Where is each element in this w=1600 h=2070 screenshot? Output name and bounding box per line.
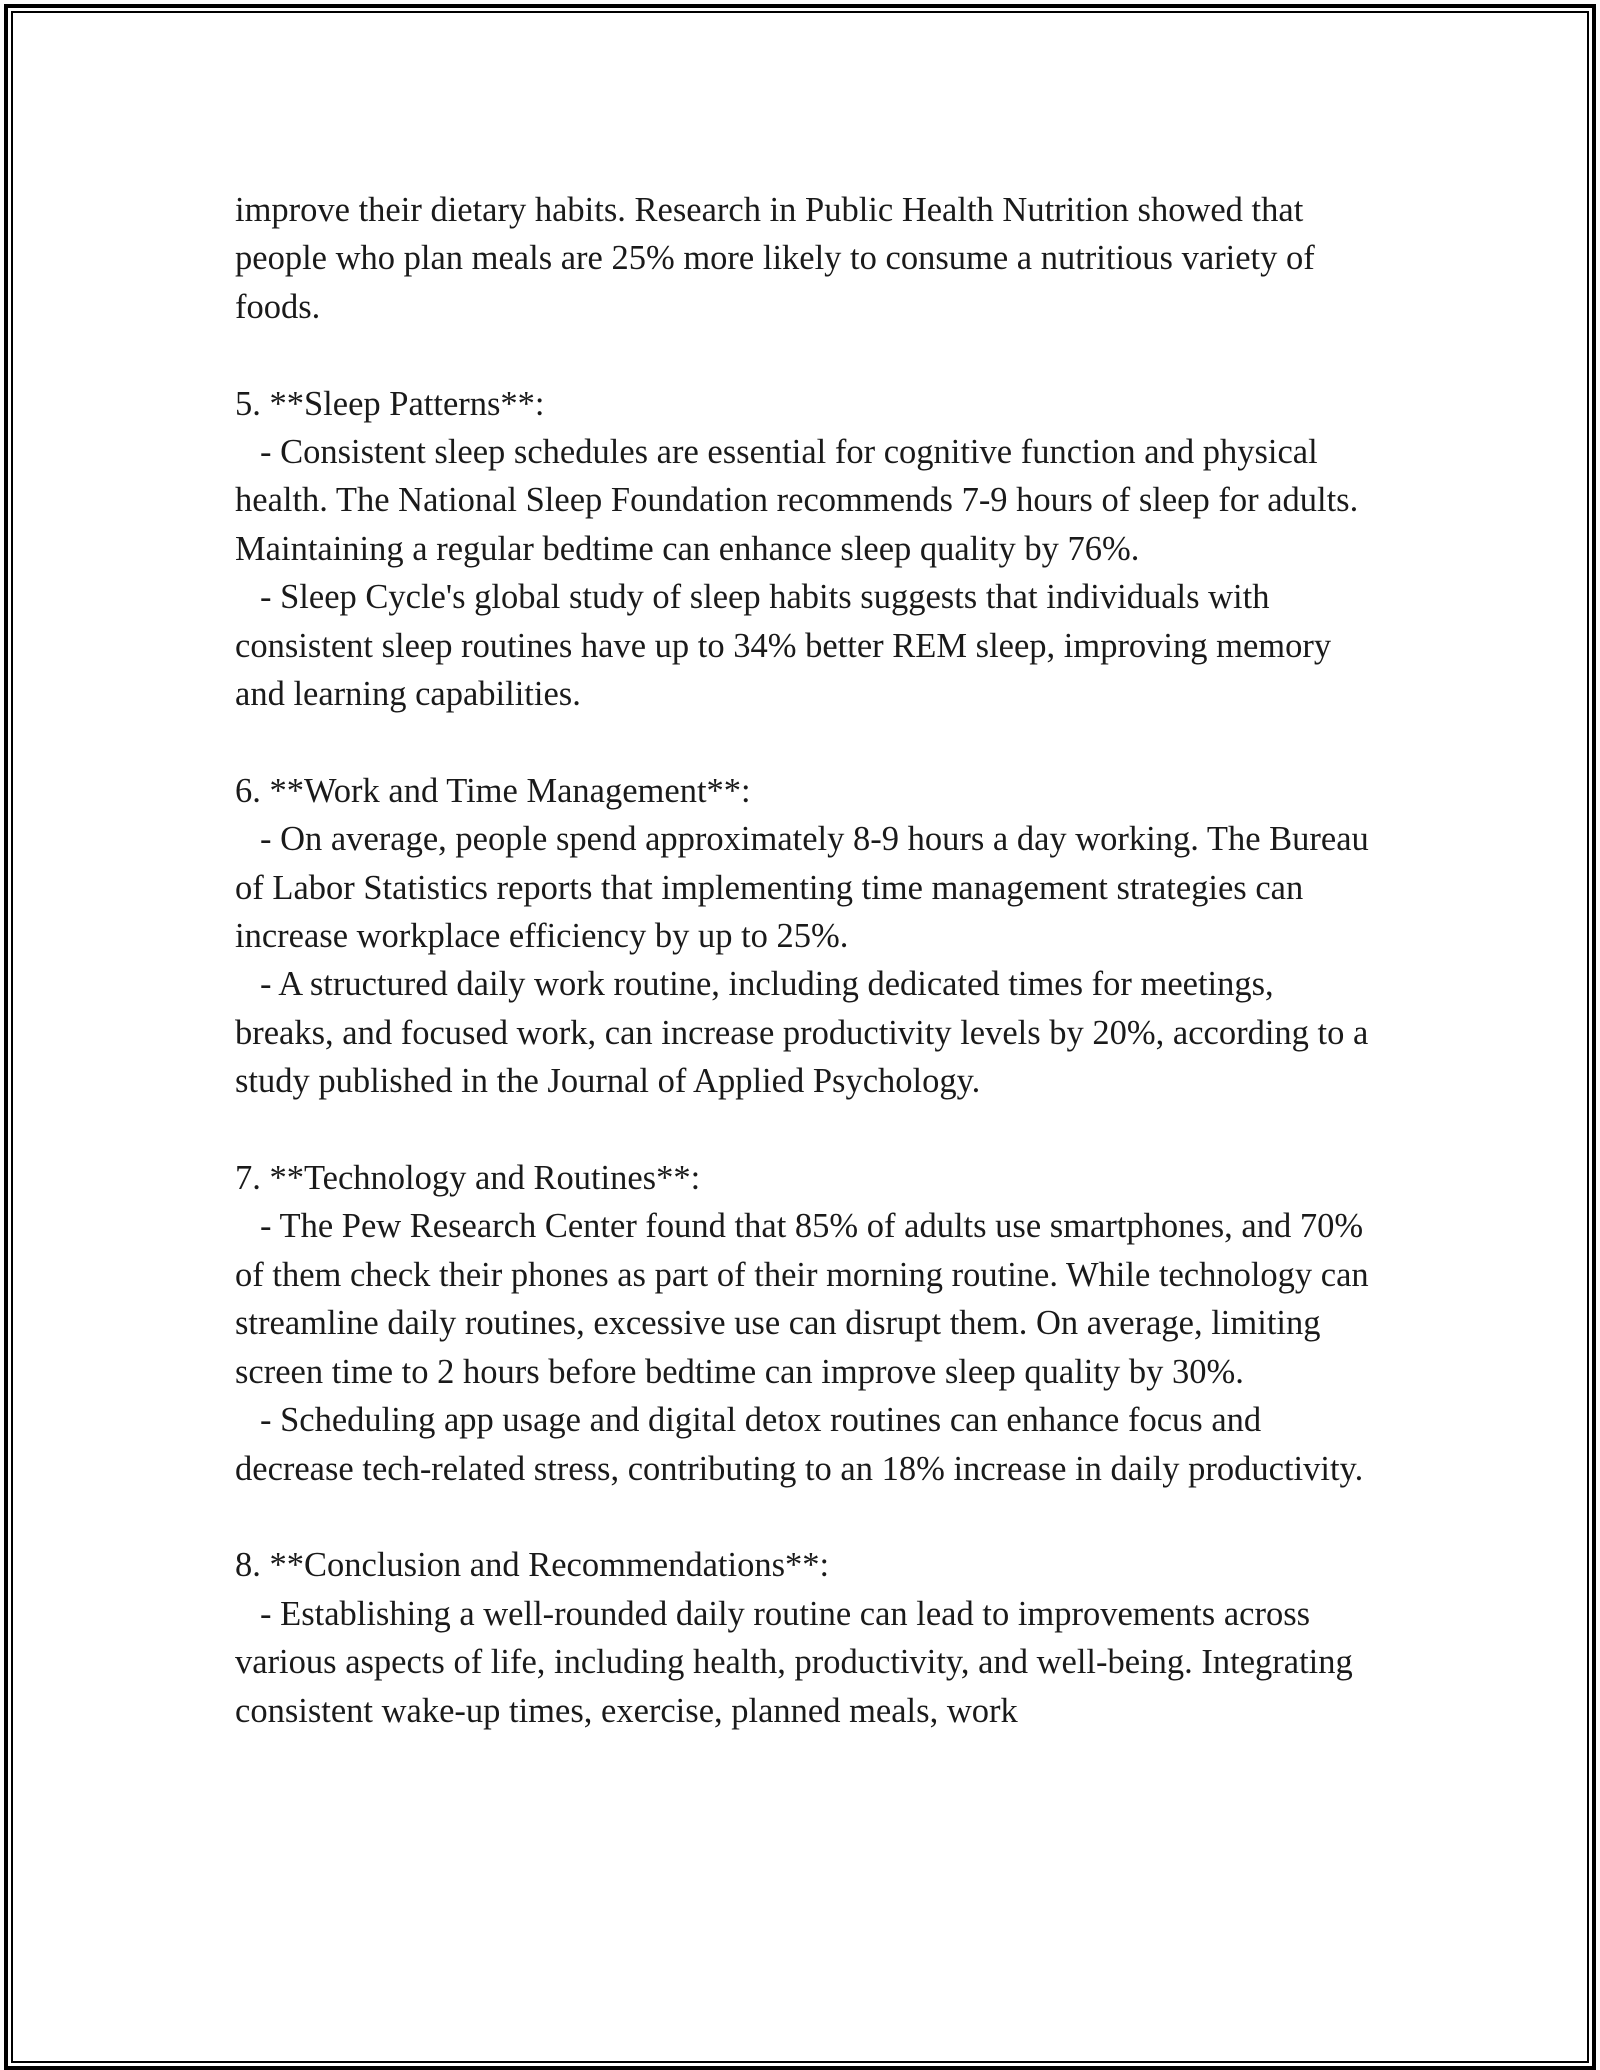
document-body	[235, 186, 1375, 1735]
bullet-item: - Establishing a well-rounded daily routine can lead to improvements across various aspects of life, including health, productivity, and well-being. Integrating consistent wake-up times, exercise, planned meals, work	[235, 1594, 1353, 1730]
section-heading: 8. **Conclusion and Recommendations**:	[235, 1546, 830, 1585]
section-heading: 6. **Work and Time Management**:	[235, 771, 751, 810]
section-technology-routines	[235, 1154, 1375, 1493]
bullet-item: - Sleep Cycle's global study of sleep habits suggests that individuals with consistent sleep routines have up to 34% better REM sleep, improving memory and learning capabilities.	[235, 578, 1332, 714]
section-sleep-patterns	[235, 380, 1375, 719]
section-conclusion-recommendations	[235, 1541, 1375, 1735]
bullet-item: - The Pew Research Center found that 85% of adults use smartphones, and 70% of them check their phones as part of their morning routine. While technology can streamline daily routines, excessive use can disrupt them. On average, limiting screen time to 2 hours before bedtime can improve sleep quality by 30%.	[235, 1207, 1369, 1391]
paragraph-gap	[235, 1106, 1375, 1154]
paragraph-gap	[235, 718, 1375, 766]
section-heading: 7. **Technology and Routines**:	[235, 1159, 701, 1198]
section-heading: 5. **Sleep Patterns**:	[235, 384, 545, 423]
bullet-item: - Scheduling app usage and digital detox routines can enhance focus and decrease tech-related stress, contributing to an 18% increase in daily productivity.	[235, 1401, 1364, 1488]
bullet-item: - A structured daily work routine, including dedicated times for meetings, breaks, and focused work, can increase productivity levels by 20%, according to a study published in the Journal of Applied Psychology.	[235, 965, 1369, 1101]
paragraph-gap	[235, 331, 1375, 379]
section-work-time-management	[235, 767, 1375, 1106]
paragraph-gap	[235, 1493, 1375, 1541]
bullet-item: - Consistent sleep schedules are essential for cognitive function and physical health. The National Sleep Foundation recommends 7-9 hours of sleep for adults. Maintaining a regular bedtime can enhance sleep quality by 76%.	[235, 433, 1359, 568]
bullet-item: - On average, people spend approximately 8-9 hours a day working. The Bureau of Labor Statistics reports that implementing time management strategies can increase workplace efficiency by up to 25%.	[235, 820, 1369, 956]
intro-paragraph: improve their dietary habits. Research in Public Health Nutrition showed that people who plan meals are 25% more likely to consume a nutritious variety of foods.	[235, 191, 1315, 326]
